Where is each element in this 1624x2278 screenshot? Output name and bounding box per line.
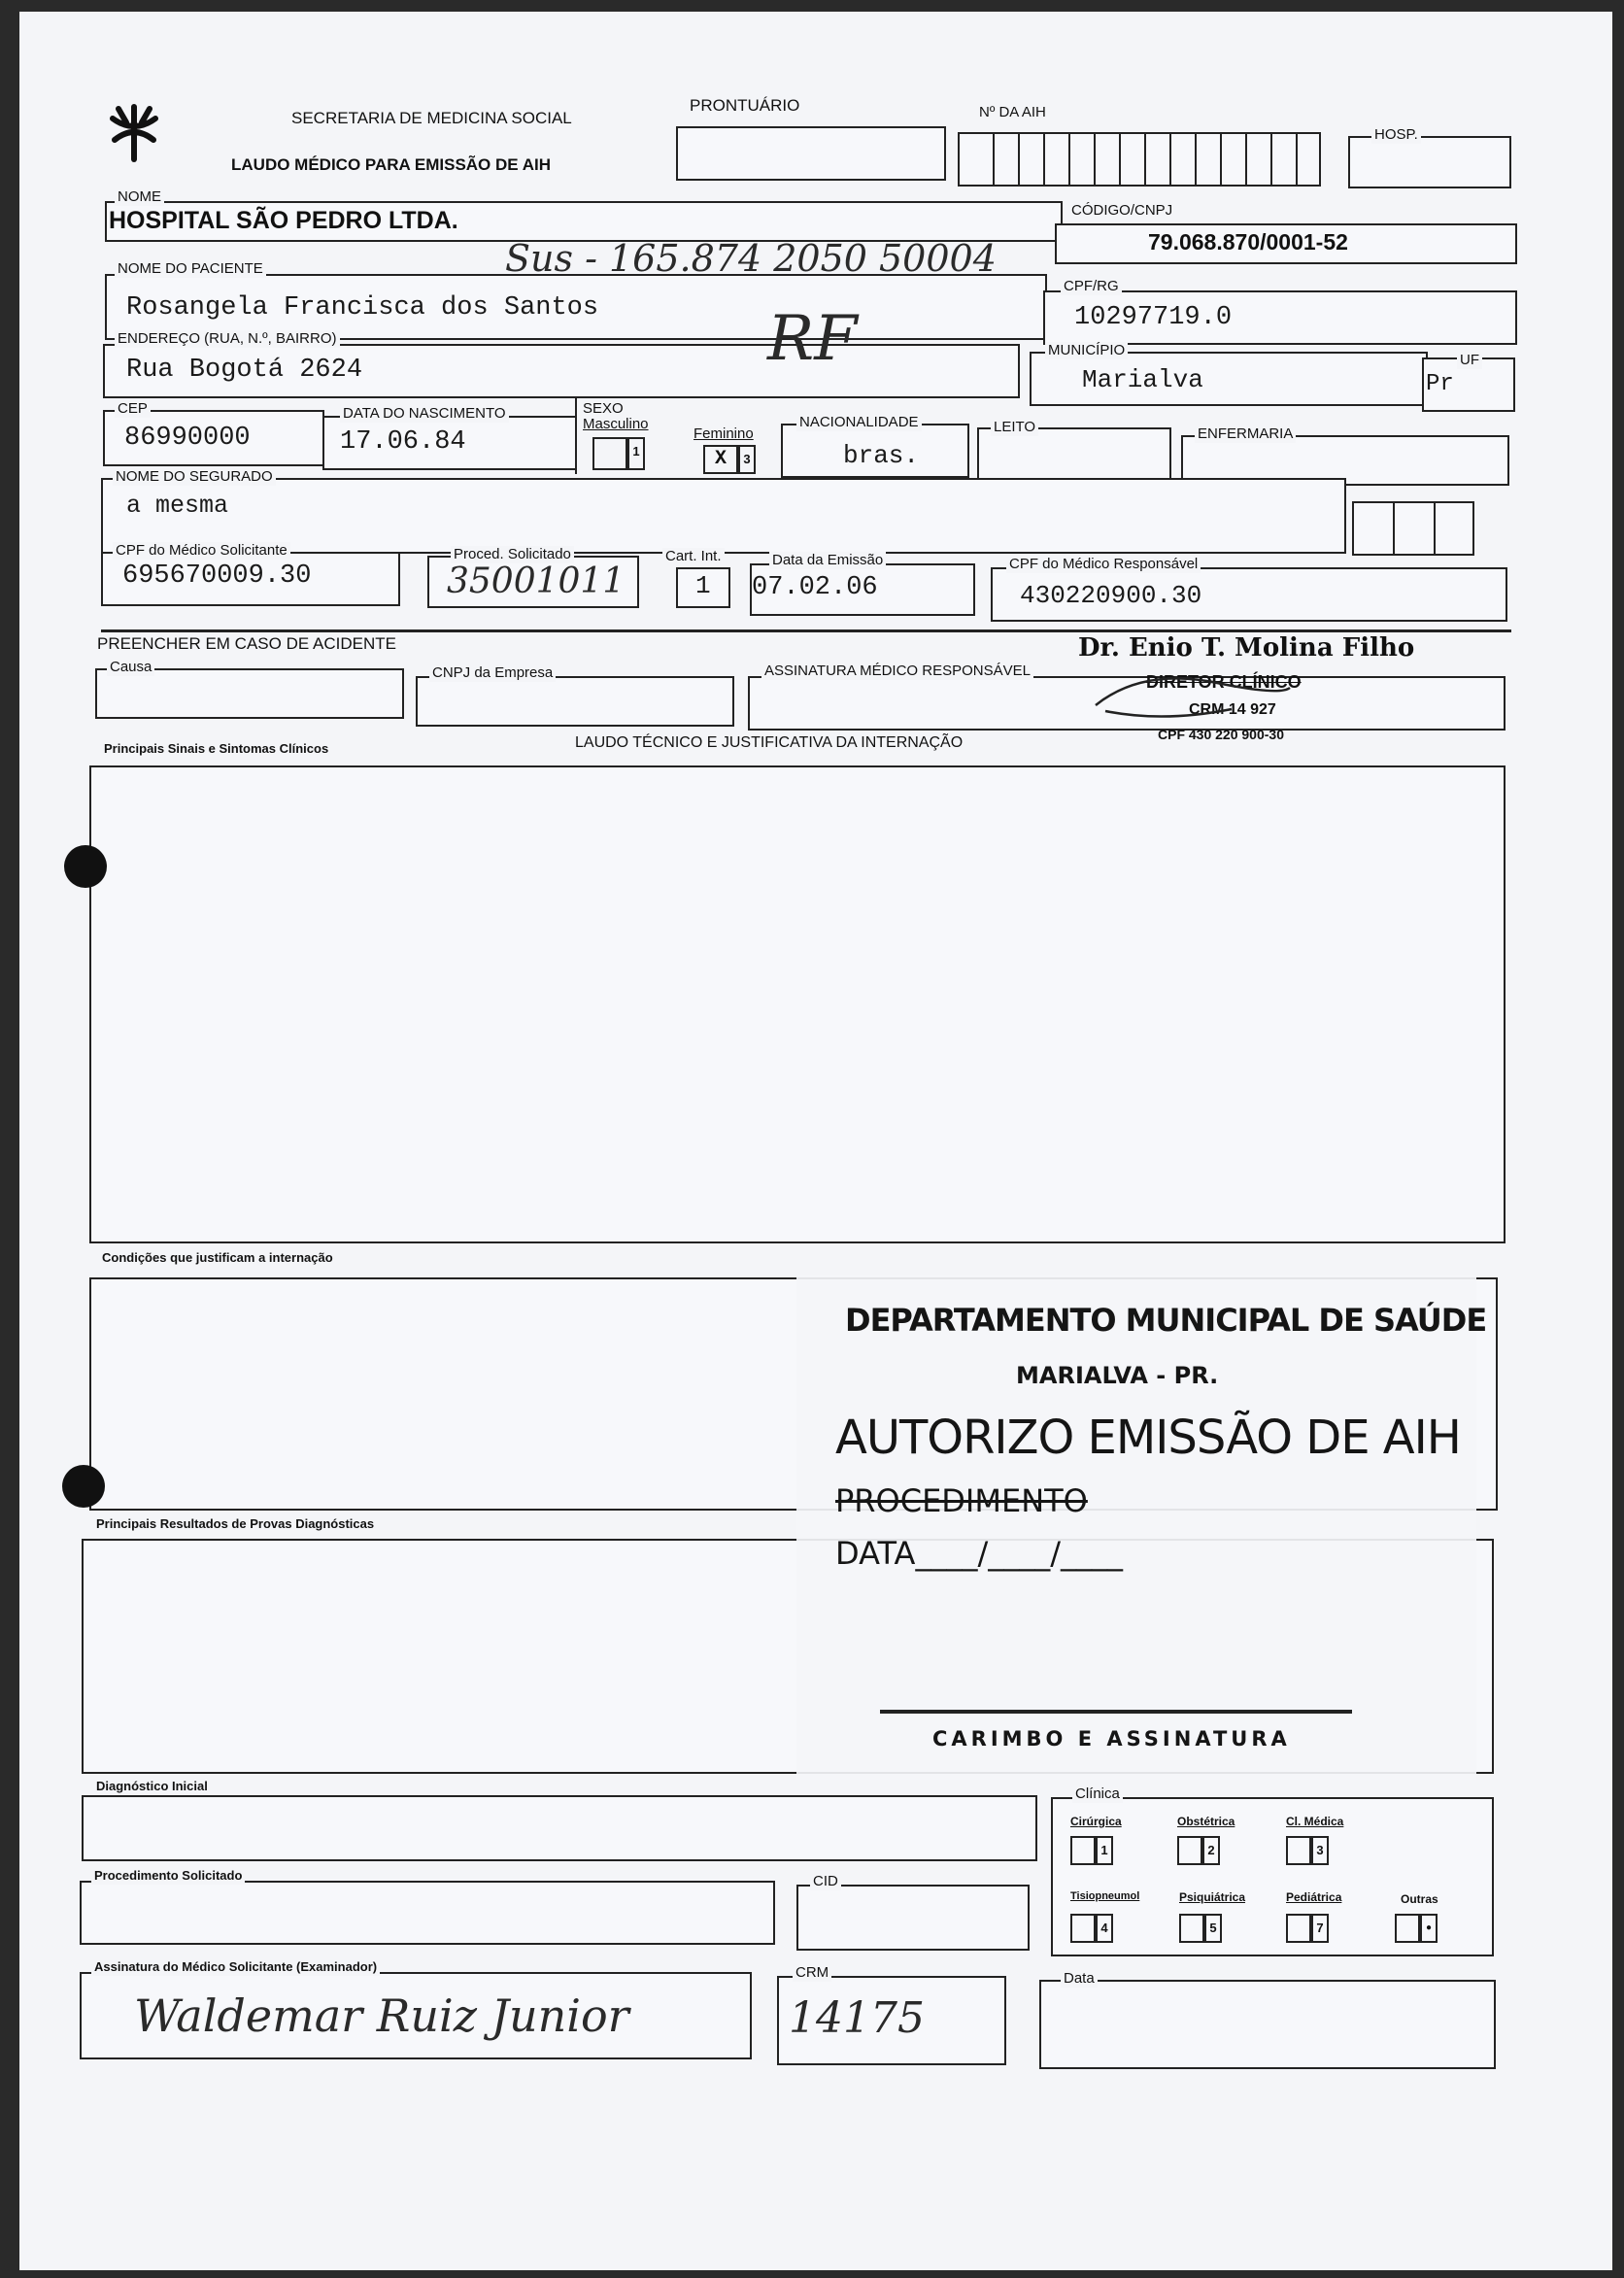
org-name: SECRETARIA DE MEDICINA SOCIAL [291,109,572,127]
patient-name-label: NOME DO PACIENTE [115,260,266,278]
clinica-obstetrica[interactable] [1177,1815,1255,1873]
clinica-psiquiatrica-code: 5 [1204,1914,1222,1943]
doctor-signature-mark [1086,666,1300,725]
dept-stamp-line5: DATA____/____/____ [835,1535,1123,1572]
nationality-label: NACIONALIDADE [796,414,922,431]
sinais-sintomas-field[interactable] [89,765,1506,1243]
cpf-rg-value: 10297719.0 [1074,303,1233,332]
aih-number-field[interactable] [958,132,1321,187]
initials-note: RF [767,303,858,375]
clinica-outras-label: Outras [1401,1892,1438,1906]
clinica-pediatrica[interactable] [1286,1890,1364,1949]
clinica-tisiopneumol-label: Tisiopneumol [1070,1890,1140,1902]
clinica-psiquiatrica[interactable] [1179,1890,1257,1949]
municipio-label: MUNICÍPIO [1045,342,1128,359]
patient-name-value: Rosangela Francisca dos Santos [126,293,599,323]
clinica-pediatrica-label: Pediátrica [1286,1890,1342,1904]
cnpj-empresa-field[interactable] [416,676,734,727]
clinica-cirurgica-checkbox[interactable] [1070,1836,1096,1865]
masc-label: Masculino [583,416,649,432]
uf-value: Pr [1426,371,1454,397]
clinica-pediatrica-checkbox[interactable] [1286,1914,1311,1943]
hospital-name-label: NOME [115,188,164,206]
fem-label: Feminino [694,425,754,442]
procedimento-solicitado-field[interactable] [80,1881,775,1945]
diagnostico-inicial-label: Diagnóstico Inicial [93,1778,211,1795]
crm-value: 14175 [789,1993,925,2043]
cpf-solicitante-value: 695670009.30 [122,561,312,591]
sexo-label: SEXO [583,400,624,417]
diagnostico-inicial-field[interactable] [82,1795,1037,1861]
cpf-solicitante-label: CPF do Médico Solicitante [113,542,290,560]
causa-label: Causa [107,659,154,676]
condicoes-label: Condições que justificam a internação [99,1249,336,1267]
dept-stamp-line2: MARIALVA - PR. [1016,1362,1219,1389]
uf-label: UF [1457,352,1482,369]
cid-field[interactable] [796,1885,1030,1951]
dept-stamp-line6: CARIMBO E ASSINATURA [932,1727,1291,1751]
data-field[interactable] [1039,1980,1496,2069]
clinica-outras-checkbox[interactable] [1395,1914,1420,1943]
municipio-value: Marialva [1082,365,1203,394]
sus-number-note: Sus - 165.874 2050 50004 [505,237,997,280]
doctor-stamp-crm: CRM 14 927 [1189,701,1276,718]
segurado-value: a mesma [126,492,229,520]
proced-solicitado-label: Proced. Solicitado [451,546,574,563]
procedimento-solicitado-label: Procedimento Solicitado [91,1867,245,1885]
birthdate-label: DATA DO NASCIMENTO [340,405,509,423]
clinica-outras-code: ● [1420,1914,1438,1943]
clinica-tisiopneumol-checkbox[interactable] [1070,1914,1096,1943]
doctor-stamp-cpf: CPF 430 220 900-30 [1158,727,1284,742]
emissao-value: 07.02.06 [752,573,878,602]
enfermaria-label: ENFERMARIA [1195,425,1296,443]
assinatura-solicitante-label: Assinatura do Médico Solicitante (Examinador) [91,1958,380,1976]
clinica-cirurgica[interactable] [1070,1815,1148,1873]
cart-int-value: 1 [695,571,711,600]
aih-number-label: Nº DA AIH [976,104,1049,121]
hosp-label: HOSP. [1371,126,1421,144]
hosp-field[interactable] [1348,136,1511,188]
clinica-medica[interactable] [1286,1815,1364,1873]
cnpj-value: 79.068.870/0001-52 [1148,229,1348,255]
clinica-cirurgica-label: Cirúrgica [1070,1815,1122,1828]
birthdate-value: 17.06.84 [340,427,466,457]
laudo-title: LAUDO TÉCNICO E JUSTIFICATIVA DA INTERNAÇÃO [575,734,964,751]
masc-code: 1 [627,437,645,470]
clinica-psiquiatrica-label: Psiquiátrica [1179,1890,1246,1904]
provas-diagnosticas-label: Principais Resultados de Provas Diagnósticas [93,1515,377,1533]
clinica-obstetrica-checkbox[interactable] [1177,1836,1202,1865]
clinica-medica-code: 3 [1311,1836,1329,1865]
data-label: Data [1061,1970,1098,1988]
sexo-group [575,398,798,474]
address-value: Rua Bogotá 2624 [126,356,363,385]
crm-label: CRM [793,1964,831,1982]
punch-hole-top [64,845,107,888]
cep-value: 86990000 [124,424,251,453]
prontuario-label: PRONTUÁRIO [687,97,802,115]
doctor-stamp-role: DIRETOR CLÍNICO [1146,672,1302,692]
dept-stamp-line3: AUTORIZO EMISSÃO DE AIH [835,1411,1461,1465]
cpf-responsavel-label: CPF do Médico Responsável [1006,556,1201,573]
clinica-obstetrica-code: 2 [1202,1836,1220,1865]
dept-stamp-line1: DEPARTAMENTO MUNICIPAL DE SAÚDE [845,1302,1487,1339]
dept-stamp-signature-rule [880,1710,1352,1714]
cnpj-label: CÓDIGO/CNPJ [1068,202,1175,220]
punch-hole-bottom [62,1465,105,1508]
cart-int-label: Cart. Int. [662,548,725,565]
clinica-obstetrica-label: Obstétrica [1177,1815,1235,1828]
fem-checkbox[interactable]: X [703,445,738,474]
emissao-label: Data da Emissão [769,552,886,569]
hospital-name-value: HOSPITAL SÃO PEDRO LTDA. [109,207,458,234]
prontuario-field[interactable] [676,126,946,181]
masc-checkbox[interactable] [592,437,627,470]
clinica-outras[interactable] [1395,1890,1472,1949]
clinica-tisiopneumol-code: 4 [1096,1914,1113,1943]
address-label: ENDEREÇO (RUA, N.º, BAIRRO) [115,330,340,348]
doctor-stamp-name: Dr. Enio T. Molina Filho [1078,633,1415,663]
clinica-psiquiatrica-checkbox[interactable] [1179,1914,1204,1943]
leito-label: LEITO [991,419,1038,436]
clinica-label: Clínica [1072,1785,1123,1803]
assinatura-solicitante-value: Waldemar Ruiz Junior [134,1989,629,2042]
clinica-tisiopneumol[interactable] [1070,1890,1148,1949]
sinais-sintomas-label: Principais Sinais e Sintomas Clínicos [101,740,331,758]
clinica-cirurgica-code: 1 [1096,1836,1113,1865]
secretaria-logo-icon [105,101,163,163]
clinica-medica-checkbox[interactable] [1286,1836,1311,1865]
cpf-responsavel-value: 430220900.30 [1020,581,1202,610]
department-stamp [796,1275,1487,1780]
doctor-stamp [1078,633,1496,750]
form-title: LAUDO MÉDICO PARA EMISSÃO DE AIH [231,155,551,174]
accident-title: PREENCHER EM CASO DE ACIDENTE [97,634,396,653]
segurado-code-field[interactable] [1352,501,1474,556]
aih-form-page [19,12,1612,2270]
cpf-rg-label: CPF/RG [1061,278,1122,295]
clinica-medica-label: Cl. Médica [1286,1815,1344,1828]
segurado-label: NOME DO SEGURADO [113,468,276,486]
proced-solicitado-value: 35001011 [447,561,626,601]
cid-label: CID [810,1873,841,1890]
clinica-pediatrica-code: 7 [1311,1914,1329,1943]
dept-stamp-line4: PROCEDIMENTO [835,1482,1088,1519]
fem-code: 3 [738,445,756,474]
nationality-value: bras. [843,441,920,470]
cep-label: CEP [115,400,151,418]
assinatura-responsavel-label: ASSINATURA MÉDICO RESPONSÁVEL [761,663,1033,680]
section-divider [101,629,1511,632]
cnpj-empresa-label: CNPJ da Empresa [429,664,556,682]
